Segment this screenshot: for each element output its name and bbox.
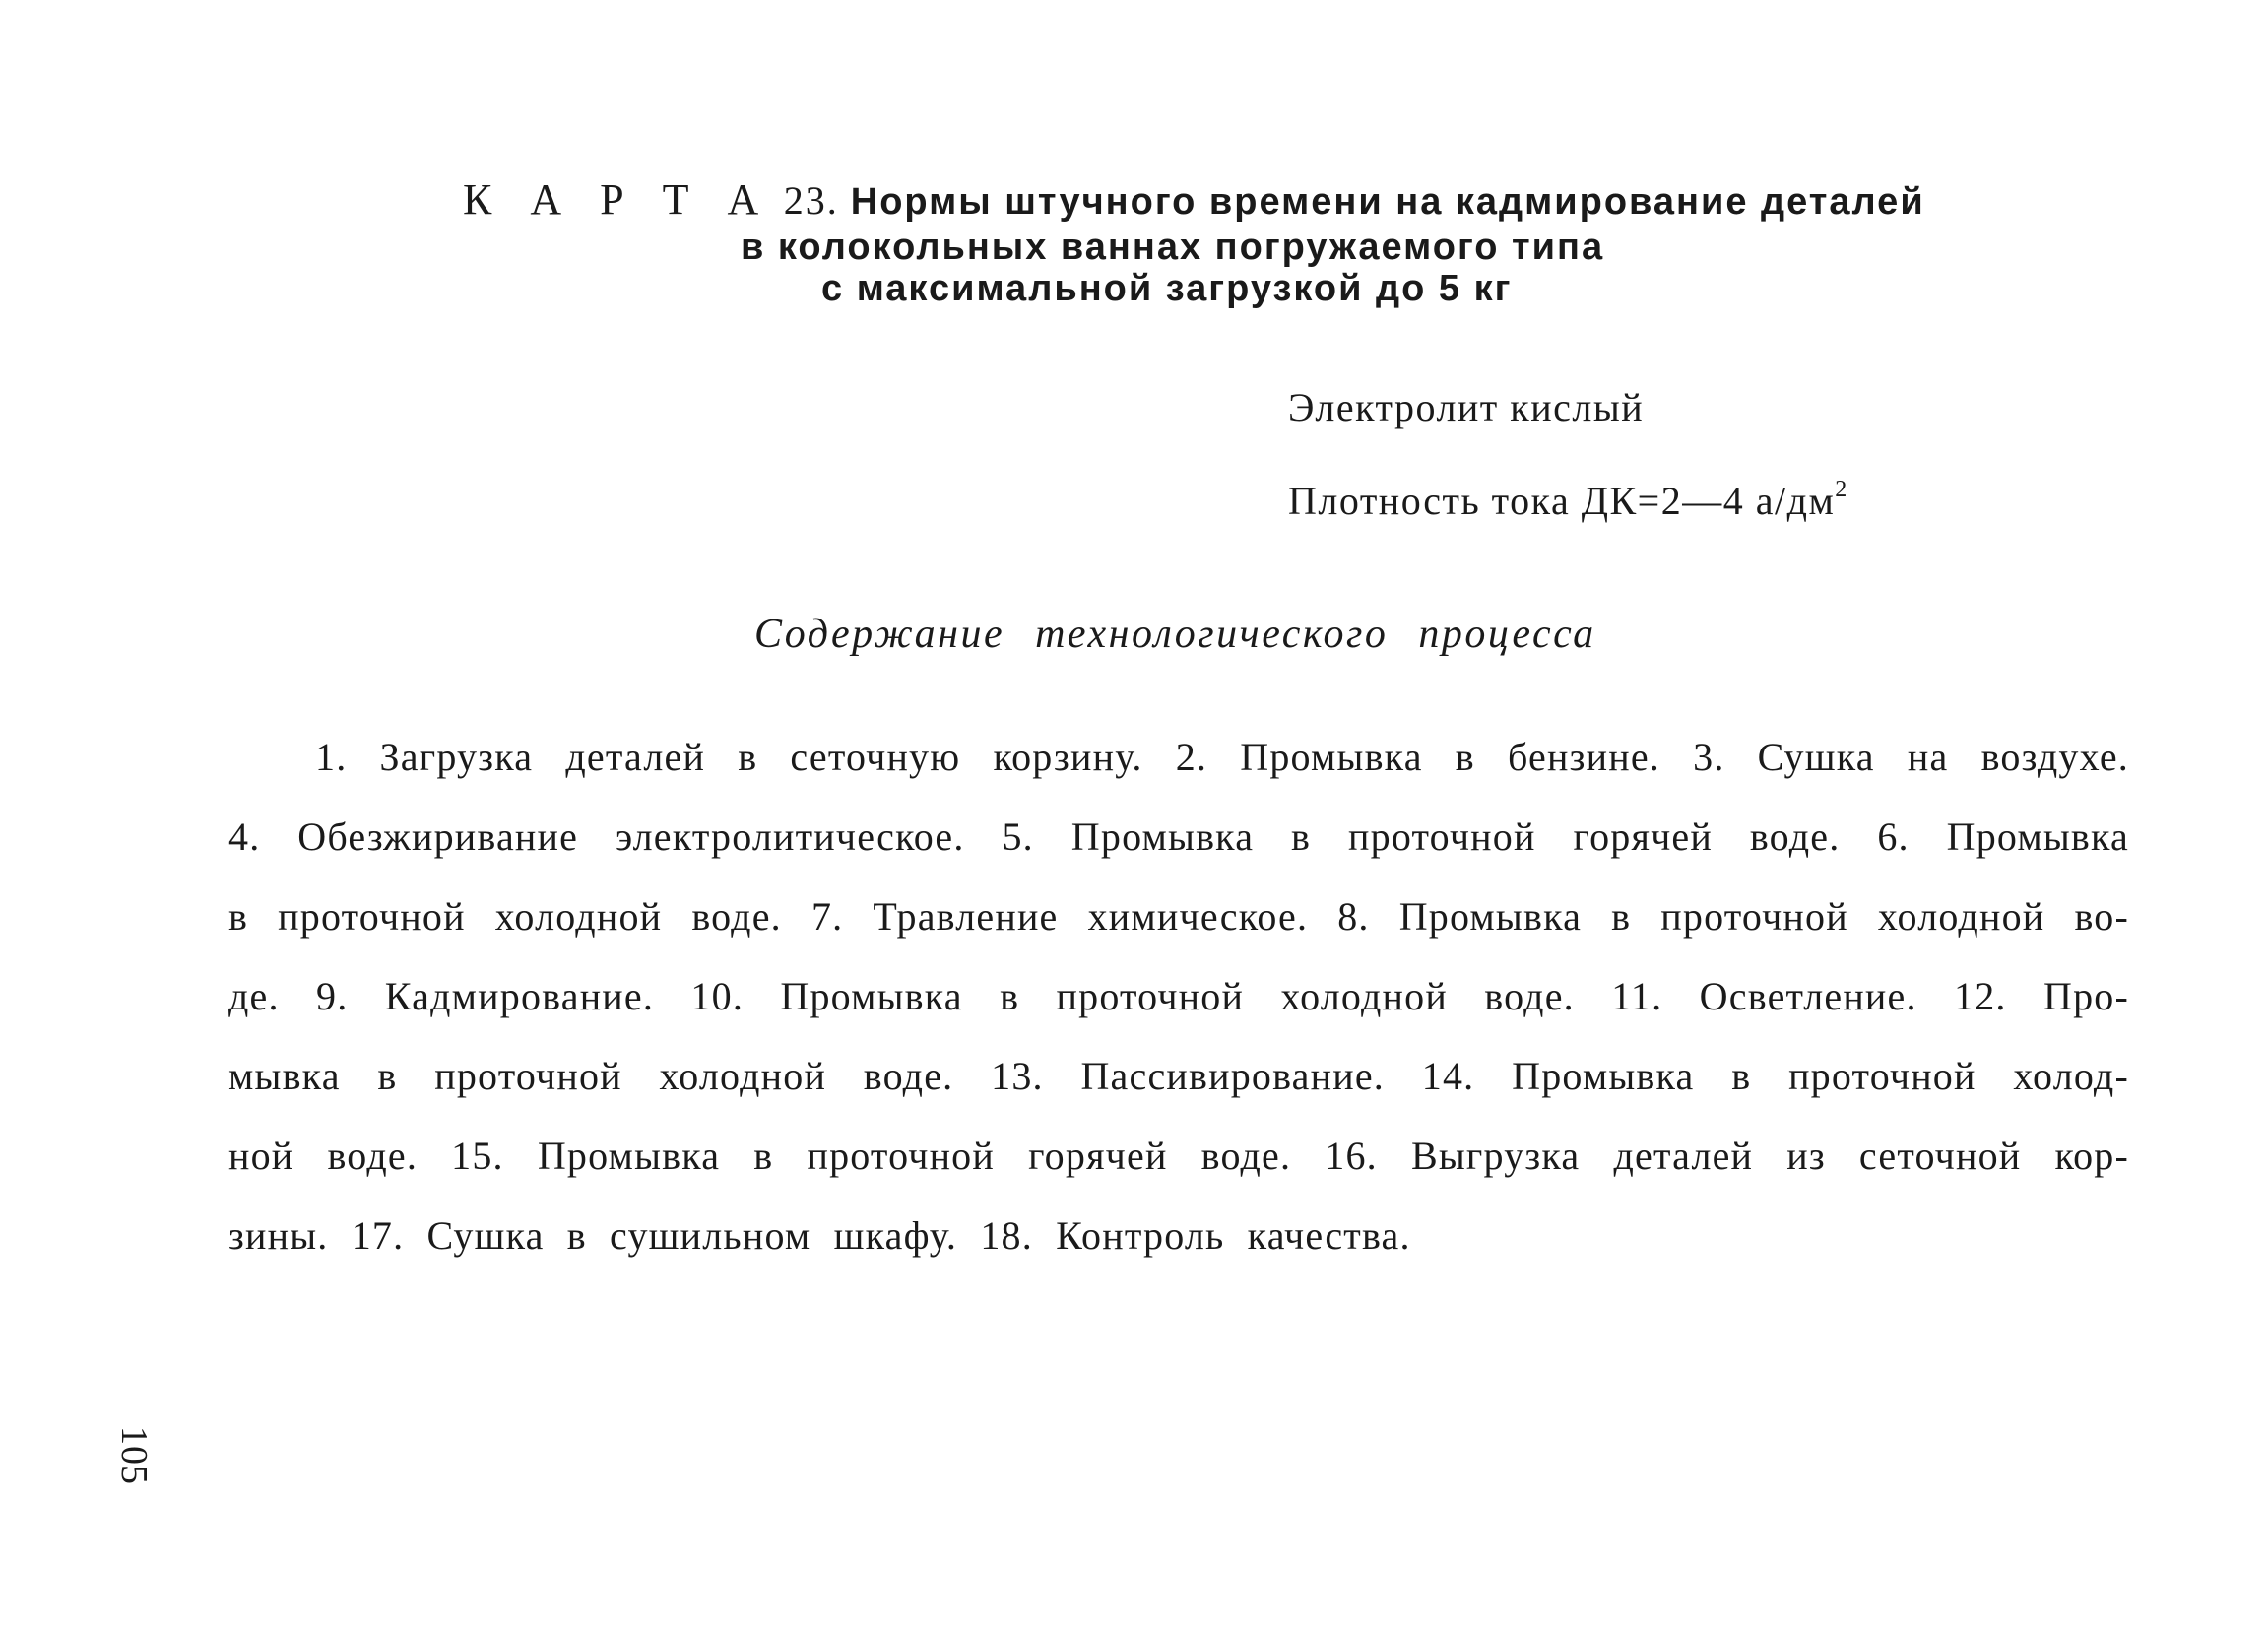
process-description xyxy=(228,717,2129,1275)
card-number: 23. xyxy=(783,178,839,223)
card-title-line-1 xyxy=(463,175,1925,224)
current-density-unit-exponent: 2 xyxy=(1835,477,1848,502)
current-density xyxy=(1288,466,1848,525)
electrolyte-type: Электролит кислый xyxy=(1288,385,1645,429)
card-title xyxy=(463,175,1925,309)
section-heading: Содержание технологического процесса xyxy=(754,612,1596,657)
body-line: 1. Загрузка деталей в сеточную корзину. 2. Промывка в бензине. 3. Сушка на воздухе. xyxy=(315,735,2129,779)
page-number: 105 xyxy=(113,1426,155,1485)
body-line: в проточной холодной воде. 7. Травление химическое. 8. Промывка в проточной холодной во- xyxy=(228,894,2129,939)
card-title-text-1: Нормы штучного времени на кадмирование деталей xyxy=(850,181,1925,223)
card-title-line-2: в колокольных ваннах погружаемого типа xyxy=(741,227,1605,268)
process-parameters xyxy=(1288,384,1848,525)
card-label: К А Р Т А xyxy=(463,175,773,224)
body-line: мывка в проточной холодной воде. 13. Пассивирование. 14. Промывка в проточной холод- xyxy=(228,1054,2129,1098)
body-line: 4. Обезжиривание электролитическое. 5. Промывка в проточной горячей воде. 6. Промывка xyxy=(228,814,2129,859)
current-density-text: Плотность тока ДК=2—4 а/дм xyxy=(1288,479,1836,523)
body-line: зины. 17. Сушка в сушильном шкафу. 18. Контроль качества. xyxy=(228,1213,1411,1258)
body-line: ной воде. 15. Промывка в проточной горячей воде. 16. Выгрузка деталей из сеточной кор- xyxy=(228,1134,2129,1178)
card-title-line-3: с максимальной загрузкой до 5 кг xyxy=(821,268,1513,309)
body-line: де. 9. Кадмирование. 10. Промывка в проточной холодной воде. 11. Осветление. 12. Про- xyxy=(228,974,2129,1018)
